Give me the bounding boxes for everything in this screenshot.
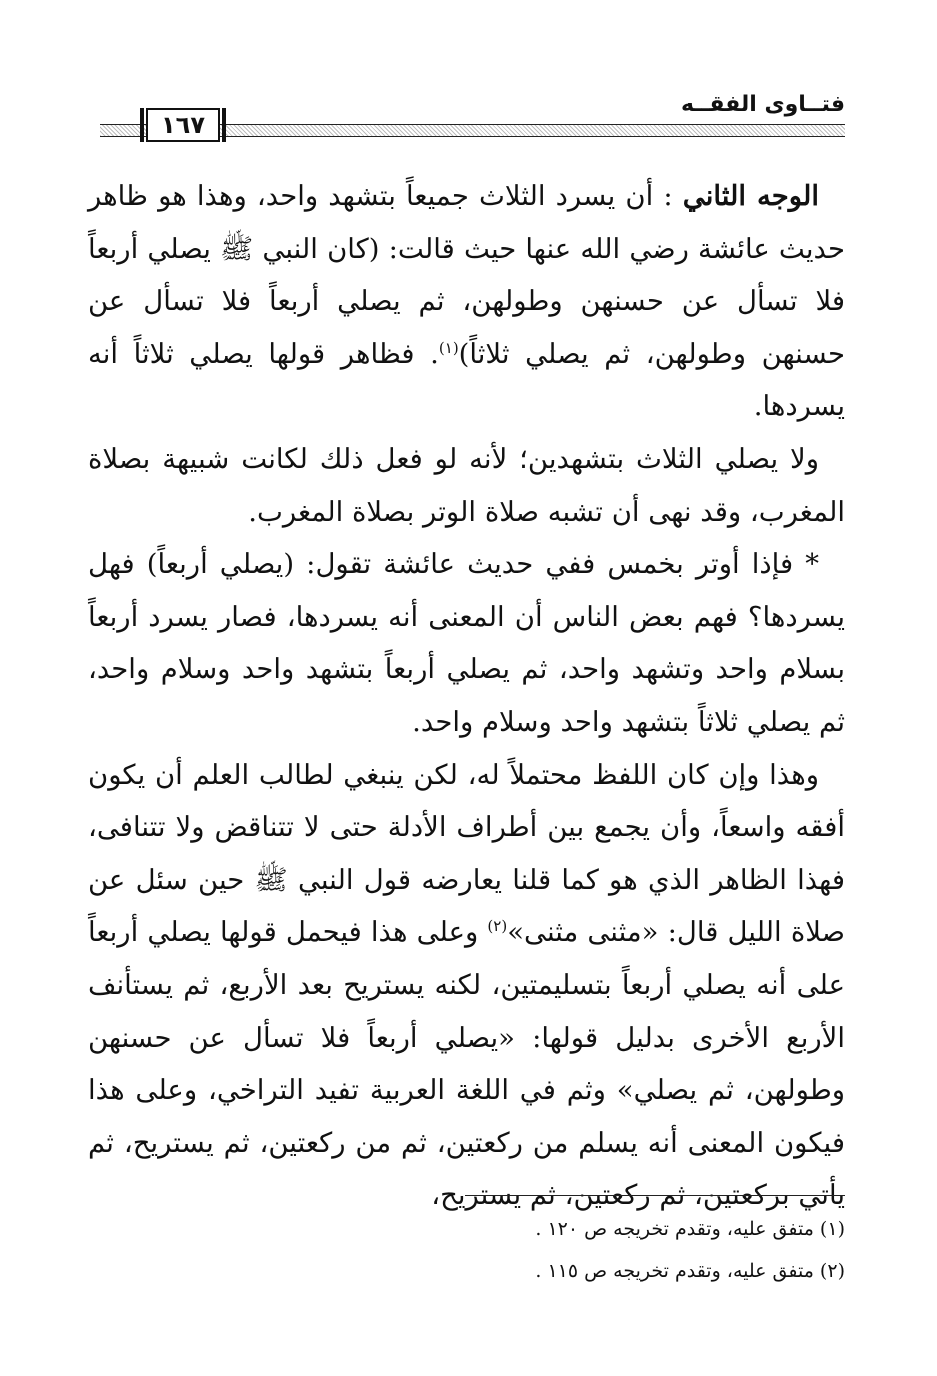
section-lead: الوجه الثاني (682, 180, 819, 212)
paragraph-3: * فإذا أوتر بخمس ففي حديث عائشة تقول: (يصلي أربعاً) فهل يسردها؟ فهم بعض الناس أن المعنى أنه يسردها، فصار يسرد أربعاً بسلام واحد وتشهد واحد، ثم يصلي أربعاً بتشهد واحد وسلام واحد، ثم يصلي ثلاثاً بتشهد واحد وسلام واحد. (88, 548, 845, 738)
footnote-1: (١) متفق عليه، وتقدم تخريجه ص ١٢٠ . (535, 1218, 845, 1240)
footnote-ref-2[interactable]: (٢) (487, 917, 508, 936)
paragraph-2: ولا يصلي الثلاث بتشهدين؛ لأنه لو فعل ذلك لكانت شبيهة بصلاة المغرب، وقد نهى أن تشبه صلاة الوتر بصلاة المغرب. (88, 442, 845, 528)
footnotes (88, 1208, 845, 1292)
book-title: فتــاوى الفقــه (680, 92, 845, 117)
lead-separator: : (653, 180, 683, 212)
footnote-2: (٢) متفق عليه، وتقدم تخريجه ص ١١٥ . (535, 1260, 845, 1282)
paragraph-1-tail: . فظاهر قولها يصلي ثلاثاً أنه يسردها. (88, 337, 845, 423)
paragraph-1 (88, 170, 845, 433)
footnote-separator (465, 1195, 845, 1196)
page-header (100, 92, 845, 142)
footnote-ref-1[interactable]: (١) (438, 338, 459, 357)
paragraph-1-text: أن يسرد الثلاث جميعاً بتشهد واحد، وهذا هو ظاهر حديث عائشة رضي الله عنها حيث قالت: (كان النبي ﷺ يصلي أربعاً فلا تسأل عن حسنهن وطولهن، ثم يصلي أربعاً فلا تسأل عن حسنهن وطولهن، ثم يصلي ثلاثاً) (88, 180, 846, 370)
paragraph-4-text: وهذا وإن كان اللفظ محتملاً له، لكن ينبغي لطالب العلم أن يكون أفقه واسعاً، وأن يجمع بين أطراف الأدلة حتى لا تتناقض ولا تتنافى، فهذا الظاهر الذي هو كما قلنا يعارضه قول النبي ﷺ حين سئل عن صلاة الليل قال: «مثنى مثنى» (88, 758, 845, 949)
main-text (88, 170, 845, 1222)
paragraph-4-tail: وعلى هذا فيحمل قولها يصلي أربعاً على أنه يصلي أربعاً بتسليمتين، لكنه يستريح بعد الأربع، ثم يستأنف الأربع الأخرى بدليل قولها: «يصلي أربعاً فلا تسأل عن حسنهن وطولهن، ثم يصلي» وثم في اللغة العربية تفيد التراخي، وعلى هذا فيكون المعنى أنه يسلم من ركعتين، ثم من ركعتين، ثم يستريح، ثم يأتي بركعتين، ثم ركعتين، ثم يستريح، (88, 916, 845, 1212)
paragraph-4 (88, 749, 845, 1222)
page-number: ١٦٧ (146, 108, 220, 142)
